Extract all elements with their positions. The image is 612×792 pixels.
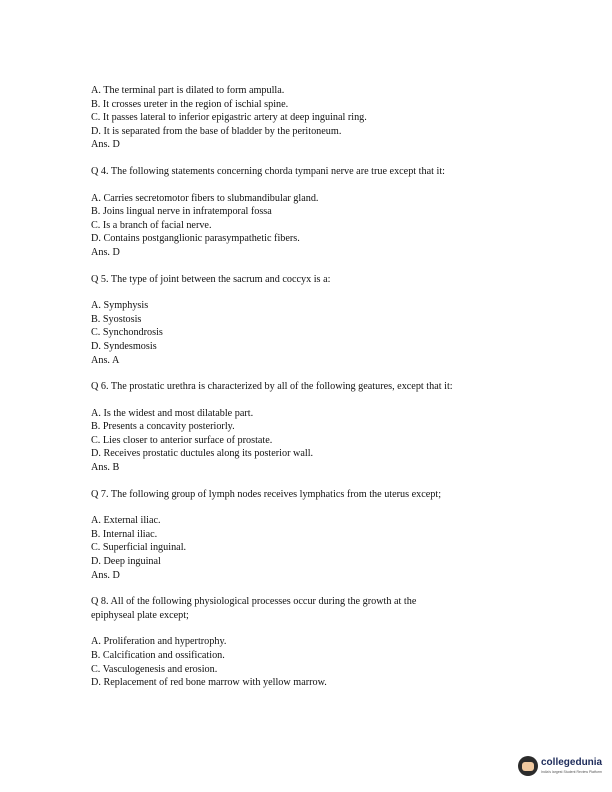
option-a: A. Is the widest and most dilatable part. [91,407,254,419]
option-b: B. Calcification and ossification. [91,650,225,661]
option-d: D. Replacement of red bone marrow with yellow marrow. [91,677,327,689]
option-d: D. Contains postganglionic parasympathetic fibers. [91,233,300,245]
option-c: C. It passes lateral to inferior epigastric artery at deep inguinal ring. [91,112,367,124]
answer: Ans. D [91,246,120,258]
question-text: Q 6. The prostatic urethra is characterized by all of the following geatures, except that it: [91,381,453,393]
question-block-4 [91,165,561,260]
option-a: A. Carries secretomotor fibers to slubmandibular gland. [91,192,319,204]
option-c: C. Lies closer to anterior surface of prostate. [91,434,273,446]
option-b: B. Syostosis [91,313,142,325]
collegedunia-logo [518,756,608,780]
option-d: D. Receives prostatic ductules along its posterior wall. [91,448,314,460]
option-d: D. It is separated from the base of bladder by the peritoneum. [91,125,342,137]
option-b: B. Internal iliac. [91,528,158,540]
option-a: A. External iliac. [91,515,161,527]
option-b: B. Presents a concavity posteriorly. [91,421,235,433]
question-line-1: Q 8. All of the following physiological processes occur during the growth at the [91,596,417,608]
question-block-8 [91,595,561,690]
question-text: Q 4. The following statements concerning chorda tympani nerve are true except that it: [91,165,445,177]
question-text: Q 5. The type of joint between the sacrum and coccyx is a: [91,273,331,285]
option-a: A. Proliferation and hypertrophy. [91,636,227,648]
question-line-2: epiphyseal plate except; [91,609,189,621]
option-c: C. Is a branch of facial nerve. [91,219,212,231]
option-c: C. Synchondrosis [91,327,163,339]
option-d: D. Syndesmosis [91,340,157,352]
logo-name: collegedunia [541,757,603,768]
option-c: C. Vasculogenesis and erosion. [91,663,218,675]
answer: Ans. D [91,139,120,151]
answer: Ans. A [91,354,120,366]
option-b: B. Joins lingual nerve in infratemporal fossa [91,206,272,218]
q3-options [91,84,561,152]
option-c: C. Superficial inguinal. [91,542,187,554]
question-text [91,595,561,622]
option-b: B. It crosses ureter in the region of ischial spine. [91,98,289,110]
question-text: Q 7. The following group of lymph nodes receives lymphatics from the uterus except; [91,488,442,500]
answer: Ans. B [91,462,120,474]
option-a: A. The terminal part is dilated to form ampulla. [91,85,285,96]
question-block-6 [91,380,561,475]
question-block-7 [91,488,561,583]
question-block-5 [91,273,561,368]
logo-tagline: India's largest Student Review Platform [541,770,602,774]
option-a: A. Symphysis [91,300,149,312]
answer: Ans. D [91,569,120,581]
page-content [91,84,561,690]
option-d: D. Deep inguinal [91,556,161,568]
mascot-icon [518,756,538,776]
